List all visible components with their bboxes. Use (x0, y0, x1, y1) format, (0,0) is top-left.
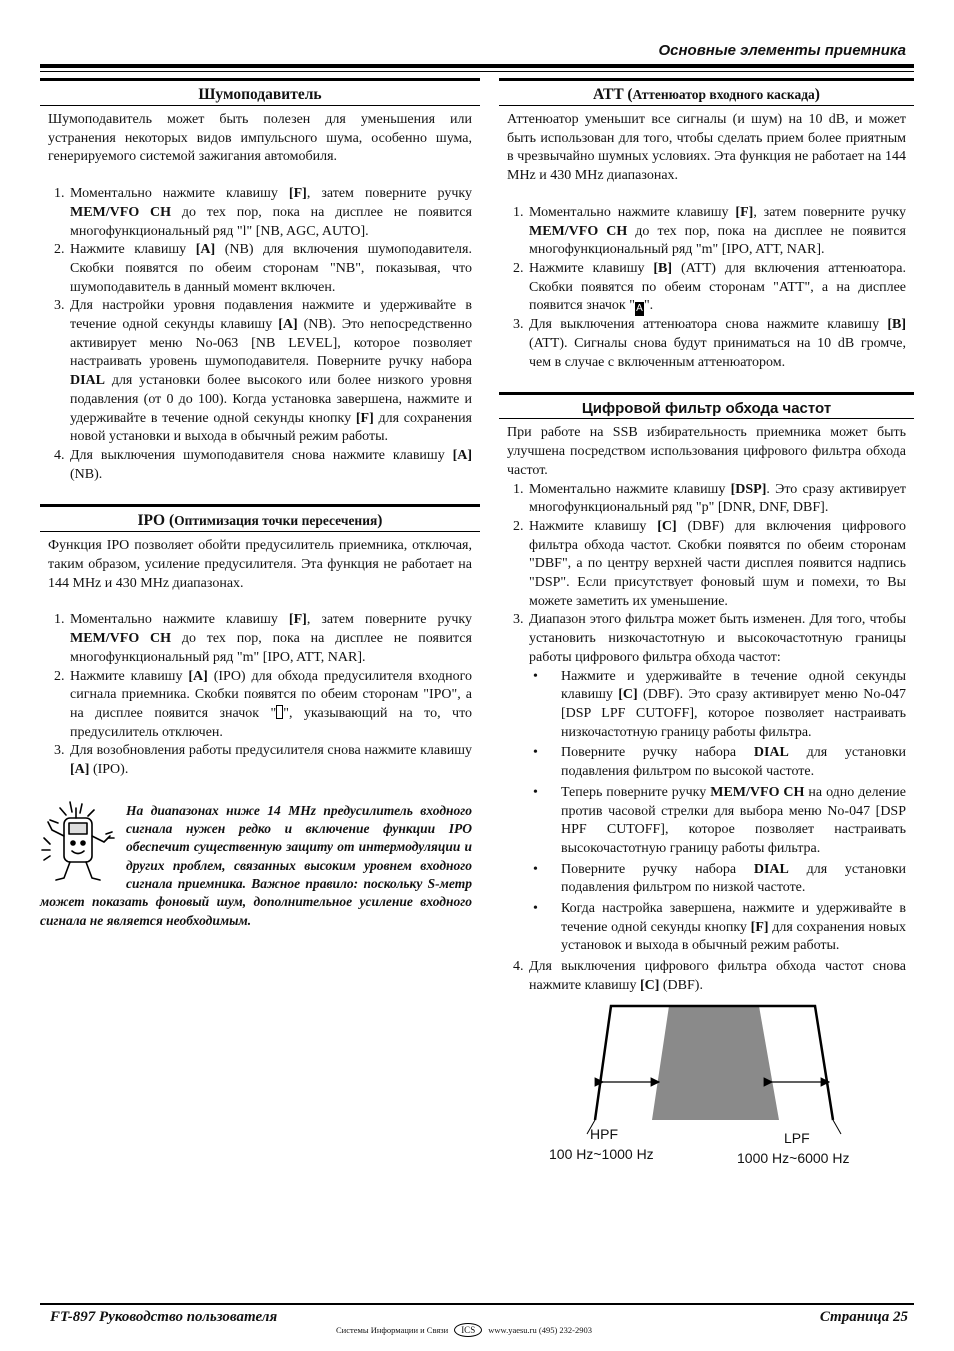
footer-contact: www.yaesu.ru (495) 232-2903 (488, 1325, 592, 1335)
ipo-steps (40, 611, 480, 779)
ipo-step-2: 2. Нажмите клавишу [A] (IPO) для обхода предусилителя входного сигнала приемника. Скобки появятся по обеим сторонам "IPO", а на дисплее появится значок " ", указывающий на то, что предусилитель отключен. (68, 668, 472, 743)
att-step-2: 2. Нажмите клавишу [B] (ATT) для включения аттенюатора. Скобки появятся по обеим сторонам "ATT", а на дисплее появится значок "A". (527, 260, 906, 316)
ipo-step-1: 1. Моментально нажмите клавишу [F], затем поверните ручку MEM/VFO CH до тех пор, пока на дисплее не появится многофункциональный ряд "m" [IPO, ATT, NAR]. (68, 611, 472, 667)
att-step-3: 3. Для выключения аттенюатора снова нажмите клавишу [B] (ATT). Сигналы снова будут приниматься на 10 dB громче, чем в случае с включенным аттенюатором. (527, 316, 906, 372)
lpf-range-label: 1000 Hz~6000 Hz (737, 1149, 850, 1166)
right-column (499, 78, 914, 1170)
dbf-substep-4: • Поверните ручку набора DIAL для установки подавления фильтром по низкой частоте. (559, 861, 906, 898)
ipo-heading: IPO (Оптимизация точки пересечения) (40, 504, 480, 532)
dbf-step-2: 2. Нажмите клавишу [C] (DBF) для включения цифрового фильтра обхода частот. Скобки появятся по обеим сторонам "DBF", а по центру верхней части дисплея появится надпись "DSP". Если присутствует фоновый шум и помехи, то Вы можете заметить их уменьшение. (527, 518, 906, 612)
dbf-substep-5: • Когда настройка завершена, нажмите и удерживайте в течение одной секунды кнопку [F] для сохранения новых установок и выхода в обычный режим работы. (559, 900, 906, 956)
dbf-intro: При работе на SSB избирательность приемника может быть улучшена посредством использования цифрового фильтра обхода частот. (507, 425, 906, 478)
filter-passband-diagram (499, 1000, 914, 1170)
footer-company: Системы Информации и Связи (336, 1325, 449, 1335)
nb-step-2: 2. Нажмите клавишу [A] (NB) для включения шумоподавителя. Скобки появятся по обеим сторонам "NB", показывая, что шумоподавитель в данный момент включен. (68, 241, 472, 297)
nb-step-1: 1. Моментально нажмите клавишу [F], затем поверните ручку MEM/VFO CH до тех пор, пока на дисплее не появится многофункциональный ряд "l" [NB, AGC, AUTO]. (68, 185, 472, 241)
lpf-label: LPF (784, 1129, 810, 1146)
passband-shaded (652, 1006, 779, 1120)
top-rule-thin (40, 71, 914, 72)
ipo-note-text: На диапазонах ниже 14 MHz предусилитель входного сигнала нужен редко и включение функции IPO обеспечит существенную защиту от интермодуляции и других проблем, связанных высоким уровнем входного сигнала приемника. Важное правило: поскольку S-метр может показать фоновый шум, дополнительное усиление входного сигнала не является необходимым. (40, 802, 472, 928)
hpf-label: HPF (590, 1125, 618, 1142)
dbf-substep-1: • Нажмите и удерживайте в течение одной секунды клавишу [C] (DBF). Это сразу активирует меню No-047 [DSP LPF CUTOFF], которое позволяет настраивать низкочастотную границу работы фильтра. (559, 668, 906, 743)
att-intro: Аттенюатор уменьшит все сигналы (и шум) на 10 dB, и может быть использован для того, чтобы сделать прием более приятным в чрезвычайно шумных условиях. Эта функция не работает на 144 MHz и 430 MHz диапазонах. (507, 112, 906, 184)
att-indicator-icon: A (636, 303, 643, 315)
nb-intro: Шумоподавитель может быть полезен для уменьшения или устранения некоторых видов импульсного шума, особенно шума, генерируемого системой зажигания автомобиля. (48, 112, 472, 165)
att-steps (499, 204, 914, 373)
passband-svg (499, 1000, 914, 1170)
att-heading: ATT (Аттенюатор входного каскада) (499, 78, 914, 106)
top-rule (40, 64, 914, 68)
ipo-step-3: 3. Для возобновления работы предусилителя снова нажмите клавишу [A] (IPO). (68, 742, 472, 779)
ipo-note (40, 802, 480, 930)
dbf-step-4: 4. Для выключения цифрового фильтра обхода частот снова нажмите клавишу [C] (DBF). (527, 958, 906, 995)
nb-steps (40, 185, 480, 484)
dbf-step-3: 3. Диапазон этого фильтра может быть изменен. Для того, чтобы установить низкочастотную и высокочастотную границы работы цифрового фильтра обхода частот: • Нажмите и удерживайте в течение одной секунды клавишу [C] (DBF). Это сразу активирует меню No-047 [DSP LPF CUTOFF], которое позволяет настраивать низкочастотную границу работы фильтра. • Поверните ручку набора DIAL для установки подавления фильтром по высокой частоте. • Теперь поверните ручку MEM/VFO CH на одно деление против часовой стрелки для выбора меню No-047 [DSP HPF CUTOFF], которое позволяет настраивать высокочастотную границу работы фильтра. • Поверните ручку набора DIAL для установки подавления фильтром по низкой частоте. • Когда настройка завершена, нажмите и удерживайте в течение одной секунды кнопку [F] для сохранения новых установок и выхода в обычный режим работы. (527, 611, 906, 956)
dbf-substep-2: • Поверните ручку набора DIAL для установки подавления фильтром по высокой частоте. (559, 744, 906, 781)
hpf-range-label: 100 Hz~1000 Hz (549, 1145, 654, 1162)
lpf-leader (833, 1120, 841, 1134)
nb-heading: Шумоподавитель (40, 78, 480, 106)
left-column (40, 78, 480, 930)
dbf-step-1: 1. Моментально нажмите клавишу [DSP]. Это сразу активирует многофункциональный ряд "p" [DNR, DNF, DBF]. (527, 481, 906, 518)
nb-step-3: 3. Для настройки уровня подавления нажмите и удерживайте в течение одной секунды клавишу [A] (NB). Это непосредственно активирует меню No-063 [NB LEVEL], которое позволяет настраивать уровень шумоподавителя. Поверните ручку набора DIAL для установки более высокого или более низкого уровня подавления (от 0 до 100). Когда установка завершена, нажмите и удерживайте в течение одной секунды кнопку [F] для сохранения новой установки и выхода в обычный режим работы. (68, 297, 472, 447)
radio-mascot-icon (40, 798, 120, 888)
bottom-rule (40, 1303, 914, 1305)
footer-publisher (336, 1323, 592, 1337)
ipo-intro: Функция IPO позволяет обойти предусилитель приемника, отключая, таким образом, усиление предусилителя. Эта функция не работает на 144 MHz и 430 MHz диапазонах. (48, 538, 472, 591)
att-step-1: 1. Моментально нажмите клавишу [F], затем поверните ручку MEM/VFO CH до тех пор, пока на дисплее не появится многофункциональный ряд "m" [IPO, ATT, NAR]. (527, 204, 906, 260)
footer-page-number: Страница 25 (819, 1309, 908, 1325)
dbf-steps (499, 481, 914, 996)
dbf-heading: Цифровой фильтр обхода частот (499, 392, 914, 419)
dbf-substeps (529, 668, 906, 957)
page-section-title: Основные элементы приемника (658, 42, 906, 59)
dbf-substep-3: • Теперь поверните ручку MEM/VFO CH на одно деление против часовой стрелки для выбора меню No-047 [DSP HPF CUTOFF], которое позволяет настраивать высокочастотную границу работы фильтра. (559, 784, 906, 859)
ics-logo: ICS (454, 1323, 482, 1337)
footer-manual-title: FT-897 Руководство пользователя (50, 1309, 278, 1325)
nb-step-4: 4. Для выключения шумоподавителя снова нажмите клавишу [A] (NB). (68, 447, 472, 484)
